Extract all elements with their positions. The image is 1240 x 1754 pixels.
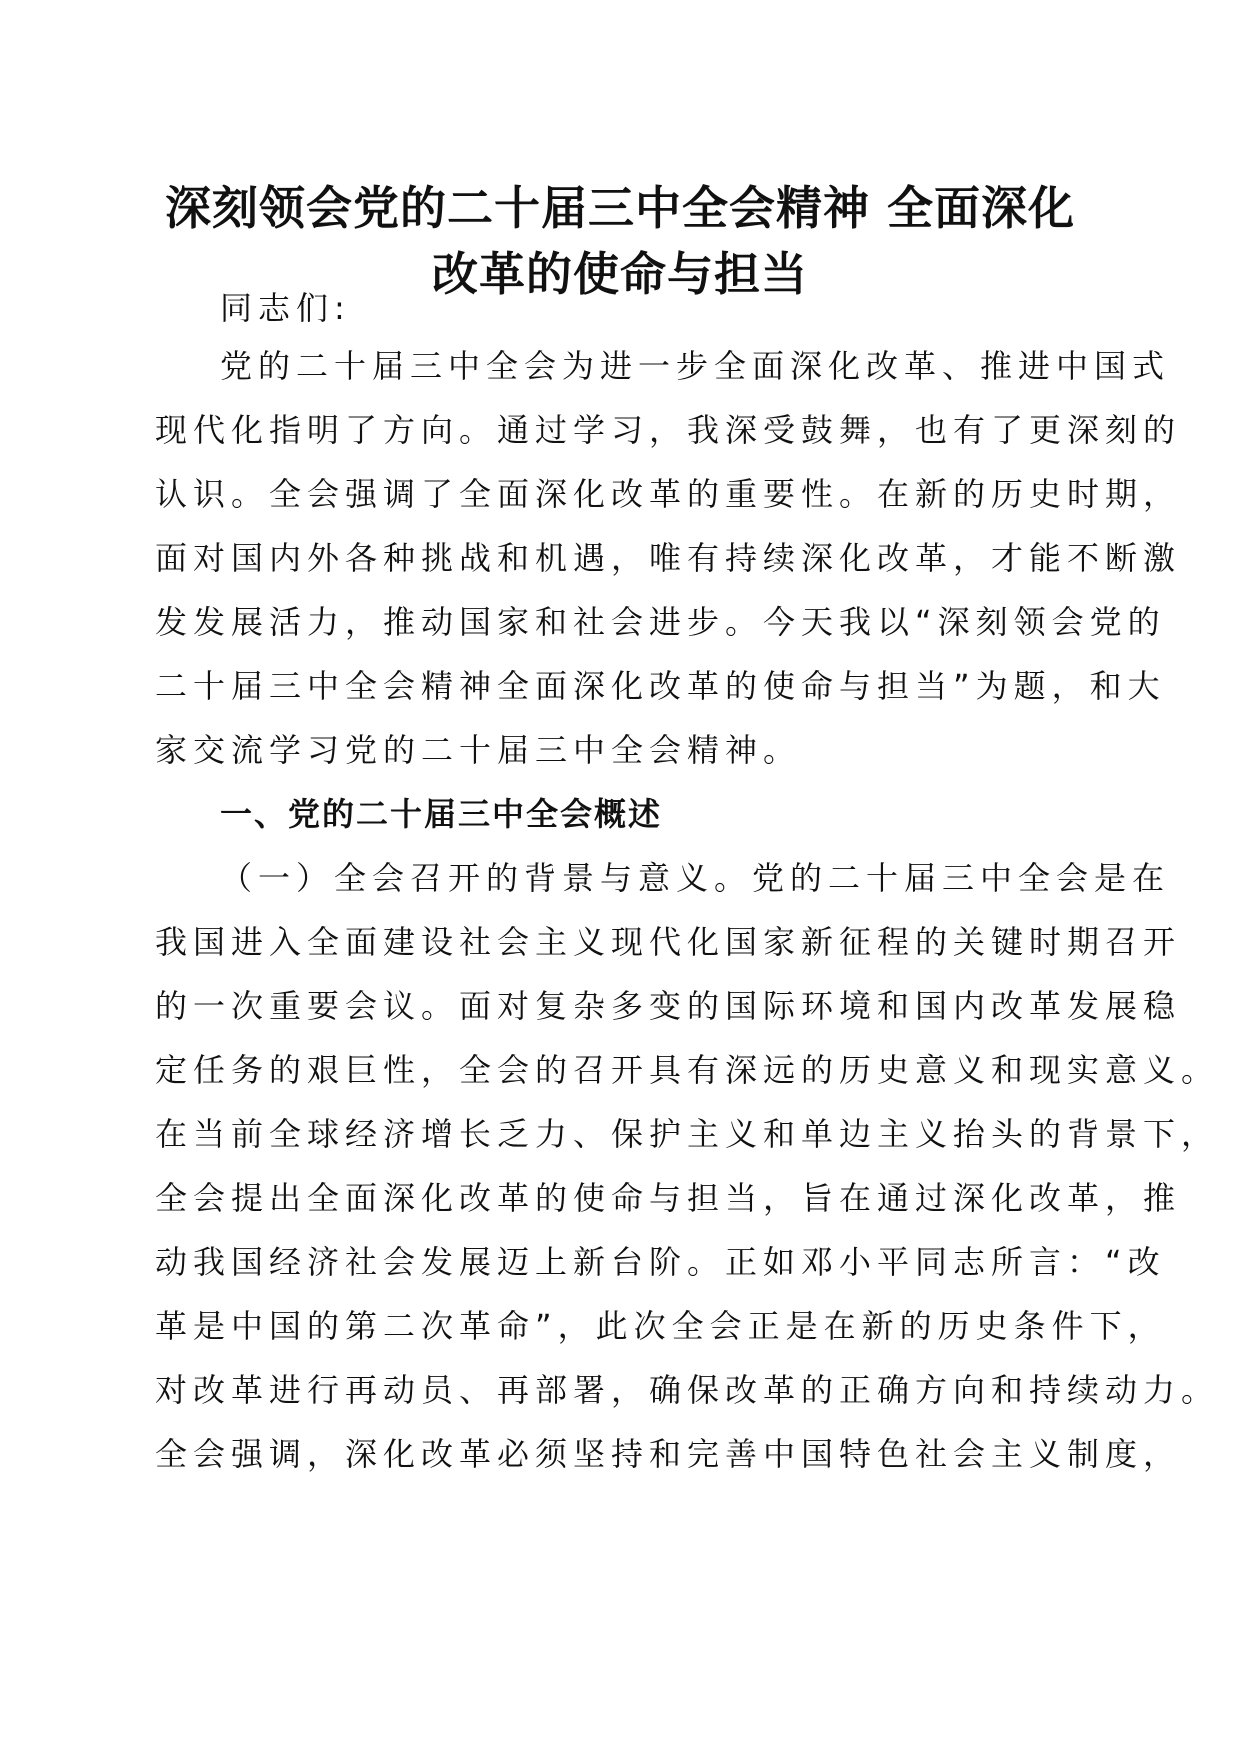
section-paragraph-line: 的一次重要会议。面对复杂多变的国际环境和国内改革发展稳 (155, 987, 1182, 1025)
document-title-line-2: 改革的使命与担当 (432, 247, 808, 301)
intro-paragraph-line: 二十届三中全会精神全面深化改革的使命与担当”为题，和大 (155, 667, 1166, 705)
section-paragraph-line: （一）全会召开的背景与意义。党的二十届三中全会是在 (220, 859, 1171, 897)
intro-paragraph-line: 党的二十届三中全会为进一步全面深化改革、推进中国式 (220, 347, 1171, 385)
section-paragraph-line: 对改革进行再动员、再部署，确保改革的正确方向和持续动力。 (155, 1371, 1220, 1409)
intro-paragraph-line: 认识。全会强调了全面深化改革的重要性。在新的历史时期， (155, 475, 1182, 513)
section-paragraph-line: 全会提出全面深化改革的使命与担当，旨在通过深化改革，推 (155, 1179, 1182, 1217)
intro-paragraph-line: 家交流学习党的二十届三中全会精神。 (155, 731, 802, 769)
section-paragraph-line: 定任务的艰巨性，全会的召开具有深远的历史意义和现实意义。 (155, 1051, 1220, 1089)
intro-paragraph-line: 现代化指明了方向。通过学习，我深受鼓舞，也有了更深刻的 (155, 411, 1182, 449)
intro-paragraph-line: 发发展活力，推动国家和社会进步。今天我以“深刻领会党的 (155, 603, 1166, 641)
intro-paragraph-line: 面对国内外各种挑战和机遇，唯有持续深化改革，才能不断激 (155, 539, 1182, 577)
section-paragraph-line: 在当前全球经济增长乏力、保护主义和单边主义抬头的背景下， (155, 1115, 1220, 1153)
section-paragraph-line: 革是中国的第二次革命”，此次全会正是在新的历史条件下， (155, 1307, 1166, 1345)
section-paragraph-line: 全会强调，深化改革必须坚持和完善中国特色社会主义制度， (155, 1435, 1182, 1473)
document-title-line-1: 深刻领会党的二十届三中全会精神 全面深化 (164, 181, 1075, 235)
salutation: 同志们: (220, 289, 351, 327)
section-paragraph-line: 我国进入全面建设社会主义现代化国家新征程的关键时期召开 (155, 923, 1182, 961)
section-paragraph-line: 动我国经济社会发展迈上新台阶。正如邓小平同志所言：“改 (155, 1243, 1166, 1281)
section-heading: 一、党的二十届三中全会概述 (220, 795, 663, 833)
